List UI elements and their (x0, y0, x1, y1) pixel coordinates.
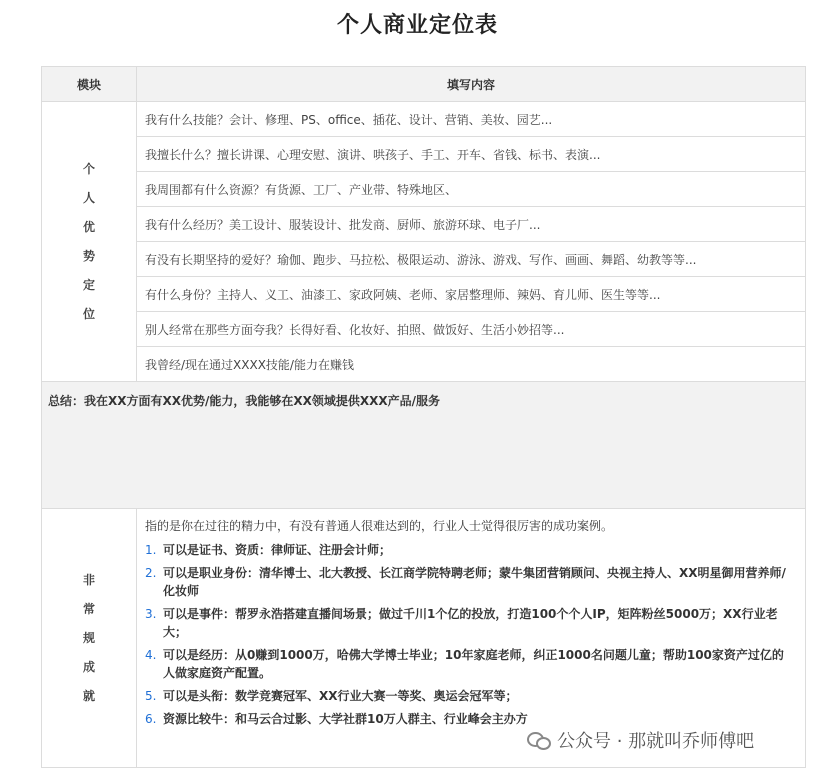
label-char: 非 (82, 572, 95, 587)
row-praise: 别人经常在那些方面夸我？长得好看、化妆好、拍照、做饭好、生活小妙招等... (137, 312, 806, 347)
label-char: 规 (82, 630, 95, 645)
row-identity: 有什么身份？主持人、义工、油漆工、家政阿姨、老师、家居整理师、辣妈、育儿师、医生等等... (137, 277, 806, 312)
row-skills: 我有什么技能？会计、修理、PS、office、插花、设计、营销、美妆、园艺... (137, 102, 806, 137)
row-resources: 我周围都有什么资源？有货源、工厂、产业带、特殊地区、 (137, 172, 806, 207)
row-earning: 我曾经/现在通过XXXX技能/能力在赚钱 (137, 347, 806, 382)
list-number: 4. (145, 648, 157, 662)
list-text: 资源比较牛：和马云合过影、大学社群10万人群主、行业峰会主办方 (163, 712, 528, 726)
list-number: 6. (145, 712, 157, 726)
list-item (145, 541, 795, 559)
list-item (145, 646, 795, 682)
label-char: 优 (82, 219, 95, 234)
label-char: 势 (82, 248, 95, 263)
table-row (42, 172, 806, 207)
summary-row (42, 382, 806, 509)
table-row (42, 347, 806, 382)
list-item (145, 564, 795, 600)
list-text: 可以是职业身份：清华博士、北大教授、长江商学院特聘老师；蒙牛集团营销顾问、央视主持人、XX明星御用营养师/化妆师 (163, 566, 786, 598)
list-number: 2. (145, 566, 157, 580)
row-hobbies: 有没有长期坚持的爱好？瑜伽、跑步、马拉松、极限运动、游泳、游戏、写作、画画、舞蹈、幼教等等... (137, 242, 806, 277)
table-row (42, 102, 806, 137)
list-number: 1. (145, 543, 157, 557)
list-text: 可以是证书、资质：律师证、注册会计师； (163, 543, 392, 557)
list-number: 5. (145, 689, 157, 703)
table-header-row (42, 67, 806, 102)
row-strengths: 我擅长什么？擅长讲课、心理安慰、演讲、哄孩子、手工、开车、省钱、标书、表演... (137, 137, 806, 172)
summary-text: 总结：我在XX方面有XX优势/能力，我能够在XX领域提供XXX产品/服务 (42, 382, 806, 509)
table-row (42, 137, 806, 172)
list-item (145, 710, 795, 728)
positioning-table (41, 66, 806, 768)
label-char: 常 (82, 601, 95, 616)
row-experience: 我有什么经历？美工设计、服装设计、批发商、厨师、旅游环球、电子厂... (137, 207, 806, 242)
achievement-intro: 指的是你在过往的精力中，有没有普通人很难达到的，行业人士觉得很厉害的成功案例。 (145, 519, 614, 533)
table-row (42, 207, 806, 242)
label-char: 就 (82, 688, 95, 703)
label-char: 个 (82, 161, 95, 176)
watermark-text: 公众号 · 那就叫乔师傅吧 (557, 731, 755, 752)
table-row (42, 312, 806, 347)
header-module: 模块 (42, 67, 137, 102)
table-row (42, 277, 806, 312)
list-text: 可以是经历：从0赚到1000万，哈佛大学博士毕业；10年家庭老师，纠正1000名问题儿童；帮助100家资产过亿的人做家庭资产配置。 (163, 648, 784, 680)
achievement-list (145, 541, 795, 728)
list-item (145, 605, 795, 641)
label-char: 成 (82, 659, 95, 674)
label-char: 定 (82, 277, 95, 292)
section-label-advantage (42, 102, 137, 382)
header-content: 填写内容 (137, 67, 806, 102)
list-text: 可以是事件：帮罗永浩搭建直播间场景；做过千川1个亿的投放，打造100个个人IP，矩阵粉丝5000万；XX行业老大； (163, 607, 778, 639)
list-text: 可以是头衔：数学竞赛冠军、XX行业大赛一等奖、奥运会冠军等； (163, 689, 518, 703)
table-row (42, 242, 806, 277)
list-number: 3. (145, 607, 157, 621)
label-char: 位 (82, 306, 95, 321)
list-item (145, 687, 795, 705)
wechat-icon (527, 731, 551, 749)
section-label-achievement (42, 509, 137, 768)
watermark (527, 727, 754, 753)
page-title: 个人商业定位表 (336, 13, 498, 38)
label-char: 人 (82, 190, 95, 205)
